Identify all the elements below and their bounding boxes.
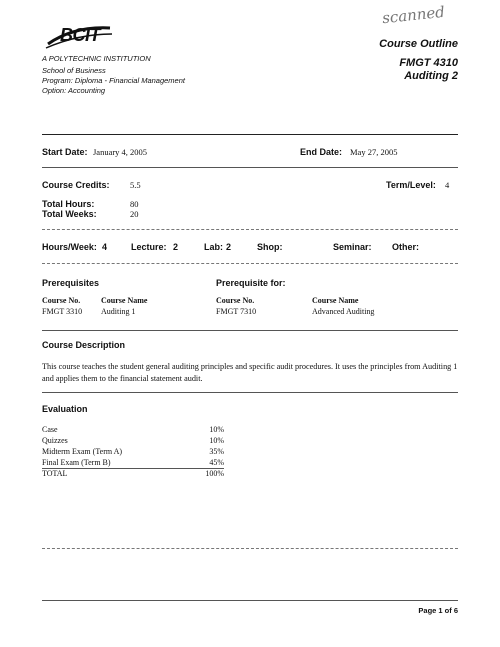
end-date-value: May 27, 2005 — [350, 147, 398, 157]
divider — [42, 330, 458, 331]
prereq-row-name: Auditing 1 — [101, 307, 136, 316]
lab-value: 2 — [226, 242, 232, 252]
description-text: This course teaches the student general auditing principles and specific audit procedures. It uses the principles from Auditing 1 and applies them to the financial statement audit. — [42, 362, 458, 383]
prereqfor-row-name: Advanced Auditing — [312, 307, 375, 316]
prereqfor-col-name: Course Name — [312, 296, 359, 305]
handwritten-note: scanned — [381, 2, 446, 28]
course-credits-value: 5.5 — [130, 180, 141, 190]
eval-item: Final Exam (Term B) — [42, 458, 111, 467]
total-underline — [42, 468, 224, 469]
page-number: Page 1 of 6 — [418, 606, 458, 615]
eval-weight: 35% — [209, 447, 224, 456]
divider — [42, 167, 458, 168]
evaluation-title: Evaluation — [42, 404, 88, 414]
divider — [42, 548, 458, 549]
bcit-logo — [44, 22, 114, 52]
eval-weight: 100% — [205, 469, 224, 478]
lecture-value: 2 — [173, 242, 179, 252]
prereqfor-row-no: FMGT 7310 — [216, 307, 257, 316]
divider — [42, 229, 458, 230]
total-weeks-label: Total Weeks: — [42, 209, 97, 219]
prereq-col-name: Course Name — [101, 296, 148, 305]
description-title: Course Description — [42, 340, 126, 350]
total-weeks-value: 20 — [130, 209, 139, 219]
shop-label: Shop: — [257, 242, 283, 252]
prerequisites-title: Prerequisites — [42, 278, 100, 288]
prereqfor-col-no: Course No. — [216, 296, 255, 305]
start-date-value: January 4, 2005 — [93, 147, 148, 157]
eval-item: Midterm Exam (Term A) — [42, 447, 123, 456]
hours-week-label: Hours/Week: — [42, 242, 97, 252]
eval-weight: 10% — [209, 425, 224, 434]
prerequisite-for-title: Prerequisite for: — [216, 278, 286, 288]
prereq-row-no: FMGT 3310 — [42, 307, 83, 316]
divider — [42, 134, 458, 135]
other-label: Other: — [392, 242, 419, 252]
hours-week-value: 4 — [102, 242, 108, 252]
term-level-value: 4 — [445, 180, 450, 190]
eval-weight: 10% — [209, 436, 224, 445]
prereq-col-no: Course No. — [42, 296, 81, 305]
eval-item: TOTAL — [42, 469, 68, 478]
eval-item: Case — [42, 425, 58, 434]
divider — [42, 263, 458, 264]
logo-text: BCIT — [60, 25, 100, 45]
school-name: School of Business — [42, 66, 106, 75]
option-name: Option: Accounting — [42, 86, 106, 95]
course-name: Auditing 2 — [404, 70, 458, 82]
term-level-label: Term/Level: — [386, 180, 436, 190]
doc-title: Course Outline — [379, 38, 458, 50]
divider — [42, 392, 458, 393]
seminar-label: Seminar: — [333, 242, 372, 252]
program-name: Program: Diploma - Financial Management — [42, 76, 185, 85]
total-hours-value: 80 — [130, 199, 139, 209]
divider — [42, 600, 458, 601]
lecture-label: Lecture: — [131, 242, 167, 252]
total-hours-label: Total Hours: — [42, 199, 95, 209]
course-credits-label: Course Credits: — [42, 180, 110, 190]
start-date-label: Start Date: — [42, 147, 88, 157]
end-date-label: End Date: — [300, 147, 343, 157]
course-code: FMGT 4310 — [399, 57, 458, 69]
institution-name: A POLYTECHNIC INSTITUTION — [42, 54, 151, 63]
eval-weight: 45% — [209, 458, 224, 467]
lab-label: Lab: — [204, 242, 223, 252]
eval-item: Quizzes — [42, 436, 68, 445]
